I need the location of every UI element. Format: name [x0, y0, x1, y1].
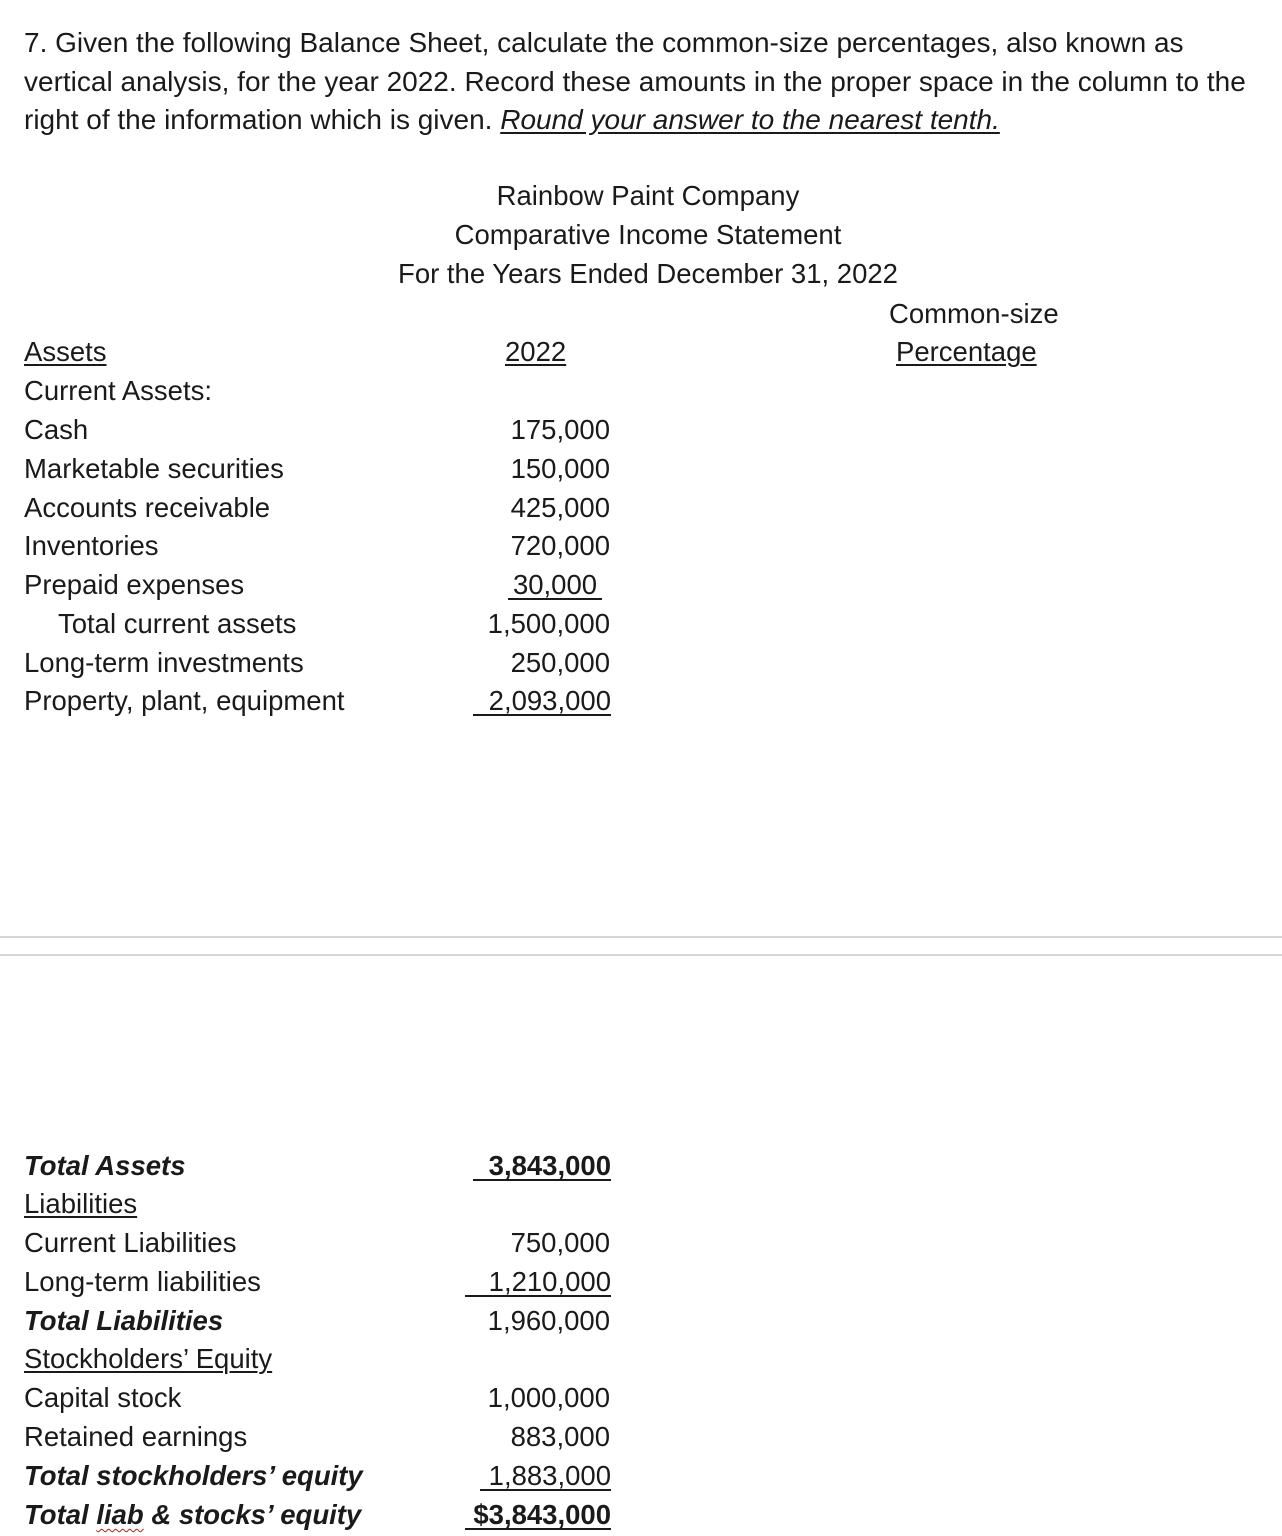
question-text	[24, 24, 1264, 140]
total-current-assets-label: Total current assets	[58, 608, 297, 639]
inventories-label: Inventories	[24, 530, 159, 561]
cash-label: Cash	[24, 414, 89, 445]
company-name: Rainbow Paint Company	[496, 180, 800, 211]
total-stockholders-equity-value: 1,883,000	[480, 1463, 611, 1491]
page-break-separator	[0, 936, 1282, 956]
ppe-value-wrap	[473, 685, 611, 717]
total-stockholders-equity-label: Total stockholders’ equity	[24, 1460, 363, 1491]
long-term-liabilities-value: 1,210,000	[465, 1269, 611, 1297]
retained-earnings-label: Retained earnings	[24, 1421, 248, 1452]
total-assets-label: Total Assets	[24, 1150, 186, 1181]
marketable-securities-value: 150,000	[510, 453, 610, 484]
total-stockholders-equity-value-wrap	[480, 1460, 611, 1492]
total-liabilities-label: Total Liabilities	[24, 1305, 224, 1336]
long-term-liabilities-label: Long-term liabilities	[24, 1266, 261, 1297]
capital-stock-label: Capital stock	[24, 1382, 182, 1413]
prepaid-expenses-value-wrap	[508, 569, 602, 601]
liabilities-header: Liabilities	[24, 1188, 138, 1219]
long-term-investments-value: 250,000	[510, 647, 610, 678]
prepaid-expenses-value: 30,000	[508, 572, 602, 600]
total-assets-value-wrap	[473, 1150, 611, 1182]
accounts-receivable-label: Accounts receivable	[24, 492, 271, 523]
ppe-label: Property, plant, equipment	[24, 685, 345, 716]
total-liab-equity-value-wrap	[465, 1499, 611, 1531]
year-column-header: 2022	[505, 336, 567, 367]
current-liabilities-value: 750,000	[510, 1227, 610, 1258]
total-liab-equity-value: $3,843,000	[465, 1502, 611, 1530]
total-current-assets-value: 1,500,000	[487, 608, 610, 639]
question-rounding-instruction: Round your answer to the nearest tenth.	[500, 104, 1000, 135]
common-size-header-line1: Common-size	[889, 298, 1059, 329]
long-term-liabilities-value-wrap	[465, 1266, 611, 1298]
total-liab-equity-label-post: & stocks’ equity	[143, 1499, 362, 1530]
cash-value: 175,000	[510, 414, 610, 445]
stockholders-equity-header: Stockholders’ Equity	[24, 1343, 273, 1374]
total-assets-value: 3,843,000	[473, 1153, 611, 1181]
retained-earnings-value: 883,000	[510, 1421, 610, 1452]
ppe-value: 2,093,000	[473, 688, 611, 716]
total-liabilities-value: 1,960,000	[487, 1305, 610, 1336]
common-size-header-line2: Percentage	[896, 336, 1037, 367]
inventories-value: 720,000	[510, 530, 610, 561]
current-liabilities-label: Current Liabilities	[24, 1227, 237, 1258]
total-liab-equity-label-pre: Total	[24, 1499, 97, 1530]
total-liab-equity-label-flagged: liab	[96, 1499, 144, 1530]
marketable-securities-label: Marketable securities	[24, 453, 284, 484]
statement-title: Comparative Income Statement	[454, 219, 842, 250]
assets-header: Assets	[24, 336, 107, 367]
total-liab-equity-label	[24, 1499, 361, 1531]
statement-period: For the Years Ended December 31, 2022	[398, 258, 898, 289]
accounts-receivable-value: 425,000	[510, 492, 610, 523]
prepaid-expenses-label: Prepaid expenses	[24, 569, 245, 600]
long-term-investments-label: Long-term investments	[24, 647, 304, 678]
capital-stock-value: 1,000,000	[487, 1382, 610, 1413]
question-body: 7. Given the following Balance Sheet, calculate the common-size percentages, also known as vertical analysis, for the year 2022. Record these amounts in the proper space in the column to the right of the information which is given.	[24, 27, 1246, 135]
current-assets-header: Current Assets:	[24, 375, 212, 406]
